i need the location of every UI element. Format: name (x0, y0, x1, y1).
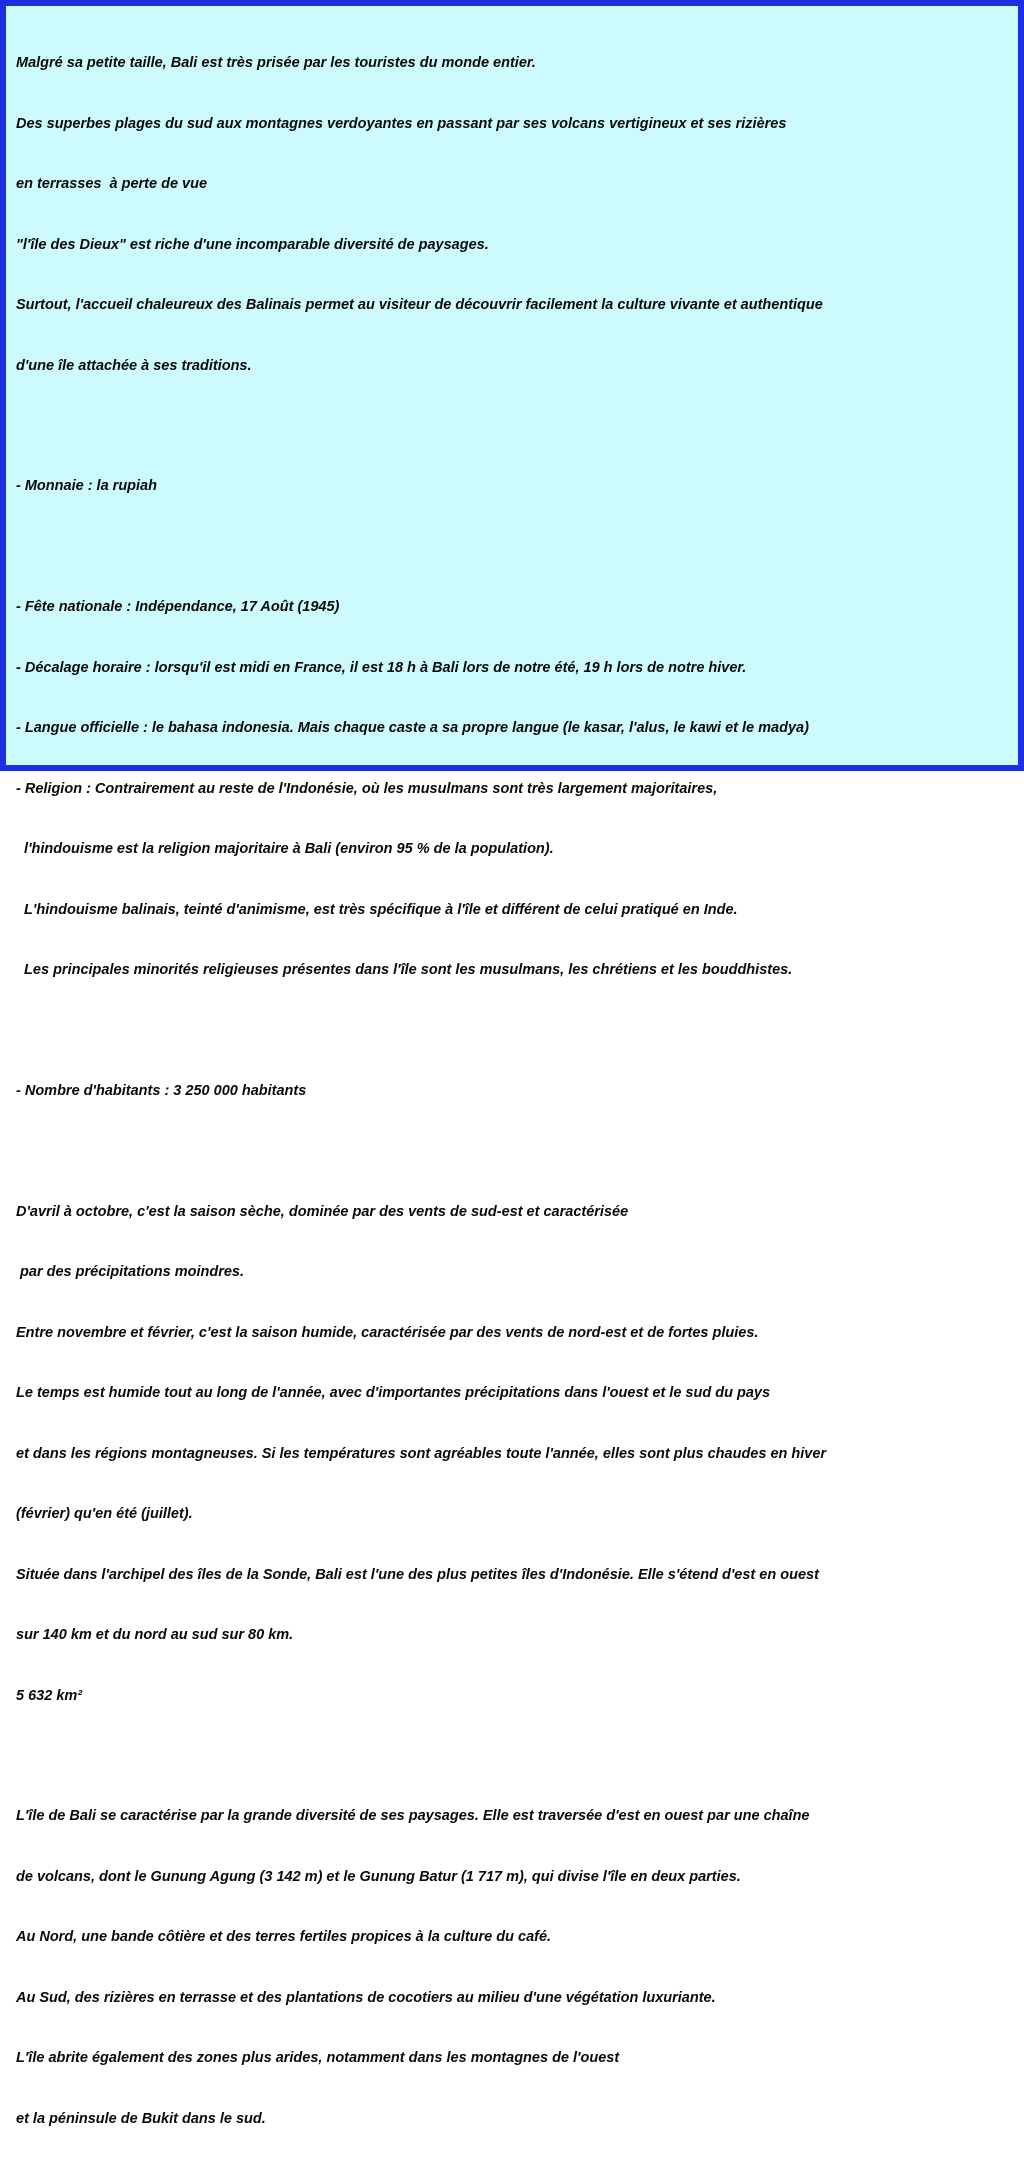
text-line: l'hindouisme est la religion majoritaire à Bali (environ 95 % de la population). (16, 841, 554, 858)
blank-line (16, 1746, 1016, 1766)
text-line: (février) qu'en été (juillet). (16, 1506, 193, 1523)
text-line: et dans les régions montagneuses. Si les températures sont agréables toute l'année, elles sont plus chaudes en hiver (16, 1445, 827, 1462)
text-line: Située dans l'archipel des îles de la Sonde, Bali est l'une des plus petites îles d'Indonésie. Elle s'étend d'est en ouest (16, 1566, 819, 1583)
text-line: - Décalage horaire : lorsqu'il est midi en France, il est 18 h à Bali lors de notre été, 19 h lors de notre hiver. (16, 659, 747, 676)
text-line: - Langue officielle : le bahasa indonesia. Mais chaque caste a sa propre langue (le kasar, l'alus, le kawi et le madya) (16, 720, 809, 737)
text-line: L'hindouisme balinais, teinté d'animisme, est très spécifique à l'île et différent de celui pratiqué en Inde. (16, 901, 738, 918)
blank-line (16, 1141, 1016, 1161)
text-line: par des précipitations moindres. (16, 1264, 245, 1281)
text-line: Les principales minorités religieuses présentes dans l'île sont les musulmans, les chrétiens et les bouddhistes. (16, 962, 793, 979)
text-line: L'île de Bali se caractérise par la grande diversité de ses paysages. Elle est traversée d'est en ouest par une chaîne (16, 1808, 810, 1825)
text-line: de volcans, dont le Gunung Agung (3 142 m) et le Gunung Batur (1 717 m), qui divise l'île en deux parties. (16, 1868, 741, 1885)
text-line: et la péninsule de Bukit dans le sud. (16, 2110, 266, 2127)
blank-line (16, 1021, 1016, 1041)
text-line: d'une île attachée à ses traditions. (16, 357, 252, 374)
text-line: Au Sud, des rizières en terrasse et des plantations de cocotiers au milieu d'une végétation luxuriante. (16, 1989, 716, 2006)
text-line: Surtout, l'accueil chaleureux des Balinais permet au visiteur de découvrir facilement la culture vivante et authentique (16, 297, 823, 314)
text-line: - Monnaie : la rupiah (16, 478, 157, 495)
text-line: sur 140 km et du nord au sud sur 80 km. (16, 1627, 294, 1644)
text-line: - Fête nationale : Indépendance, 17 Août (1945) (16, 599, 340, 616)
document-text (16, 13, 1016, 2169)
text-line: "l'île des Dieux" est riche d'une incomparable diversité de paysages. (16, 236, 489, 253)
text-line: Entre novembre et février, c'est la saison humide, caractérisée par des vents de nord-est et de fortes pluies. (16, 1324, 759, 1341)
text-line: Le temps est humide tout au long de l'année, avec d'importantes précipitations dans l'ouest et le sud du pays (16, 1385, 771, 1402)
text-line: Au Nord, une bande côtière et des terres fertiles propices à la culture du café. (16, 1929, 552, 1946)
text-line: L'île abrite également des zones plus arides, notamment dans les montagnes de l'ouest (16, 2050, 620, 2067)
text-line: - Religion : Contrairement au reste de l'Indonésie, où les musulmans sont très largement majoritaires, (16, 780, 718, 797)
text-line: D'avril à octobre, c'est la saison sèche, dominée par des vents de sud-est et caractérisée (16, 1203, 629, 1220)
blank-line (16, 537, 1016, 557)
text-line: - Nombre d'habitants : 3 250 000 habitants (16, 1083, 307, 1100)
text-line: Des superbes plages du sud aux montagnes verdoyantes en passant par ses volcans vertigineux et ses rizières (16, 115, 787, 132)
text-line: 5 632 km² (16, 1687, 83, 1704)
text-line: Malgré sa petite taille, Bali est très prisée par les touristes du monde entier. (16, 55, 536, 72)
text-line: en terrasses à perte de vue (16, 176, 208, 193)
blank-line (16, 416, 1016, 436)
